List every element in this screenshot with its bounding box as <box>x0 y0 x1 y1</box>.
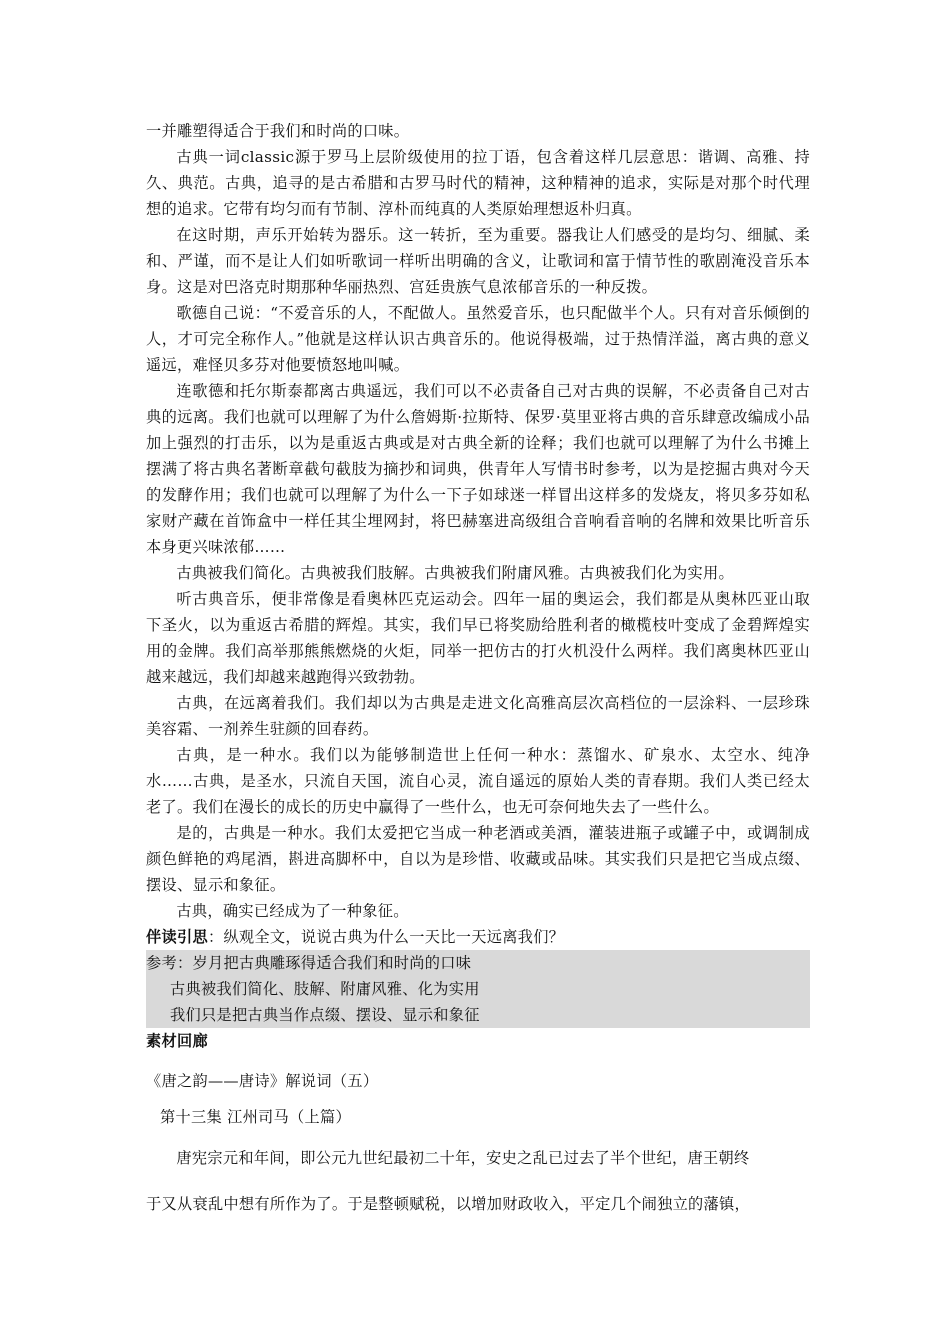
article-paragraph: 是的，古典是一种水。我们太爱把它当成一种老酒或美酒，灌装进瓶子或罐子中，或调制成颜色鲜艳的鸡尾酒，斟进高脚杯中，自以为是珍惜、收藏或品味。其实我们只是把它当成点缀、摆设、显示和象征。 <box>146 824 810 894</box>
material-work-title: 《唐之韵——唐诗》解说词（五） <box>146 1072 379 1090</box>
document-body <box>146 118 810 1222</box>
reference-box <box>146 950 810 1028</box>
article-paragraph: 连歌德和托尔斯泰都离古典遥远，我们可以不必责备自己对古典的误解，不必责备自己对古典的远离。我们也就可以理解了为什么詹姆斯·拉斯特、保罗·莫里亚将古典的音乐肆意改编成小品加上强烈的打击乐，以为是重返古典或是对古典全新的诠释；我们也就可以理解了为什么书摊上摆满了将古典名著断章截句截肢为摘抄和词典，供青年人写情书时参考，以为是挖掘古典对今天的发酵作用；我们也就可以理解了为什么一下子如球迷一样冒出这样多的发烧友，将贝多芬如私家财产藏在首饰盒中一样任其尘埋网封，将巴赫塞进高级组合音响看音响的名牌和效果比听音乐本身更兴味浓郁…… <box>146 382 810 556</box>
article-paragraph: 歌德自己说：“不爱音乐的人，不配做人。虽然爱音乐，也只配做半个人。只有对音乐倾倒的人，才可完全称作人。”他就是这样认识古典音乐的。他说得极端，过于热情洋溢，离古典的意义遥远，难怪贝多芬对他要愤怒地叫喊。 <box>146 304 810 374</box>
reference-text-1: 岁月把古典雕琢得适合我们和时尚的口味 <box>192 954 472 972</box>
guide-label: 伴读引思 <box>146 928 208 946</box>
article-paragraph: 听古典音乐，便非常像是看奥林匹克运动会。四年一届的奥运会，我们都是从奥林匹亚山取下圣火，以为重返古希腊的辉煌。其实，我们早已将奖励给胜利者的橄榄枝叶变成了金碧辉煌实用的金牌。我们高举那熊熊燃烧的火炬，同举一把仿古的打火机没什么两样。我们离奥林匹亚山越来越远，我们却越来越跑得兴致勃勃。 <box>146 590 810 686</box>
reference-label: 参考： <box>146 954 193 972</box>
article-paragraph: 一并雕塑得适合于我们和时尚的口味。 <box>146 122 410 140</box>
article-paragraph: 古典，在远离着我们。我们却以为古典是走进文化高雅高层次高档位的一层涂料、一层珍珠美容霜、一剂养生驻颜的回春药。 <box>146 694 810 738</box>
article-paragraph: 古典，是一种水。我们以为能够制造世上任何一种水：蒸馏水、矿泉水、太空水、纯净水……古典，是圣水，只流自天国，流自心灵，流自遥远的原始人类的青春期。我们人类已经太老了。我们在漫长的成长的历史中赢得了一些什么，也无可奈何地失去了一些什么。 <box>146 746 810 816</box>
article-paragraph: 古典一词classic源于罗马上层阶级使用的拉丁语，包含着这样几层意思：谐调、高雅、持久、典范。古典，追寻的是古希腊和古罗马时代的精神，这种精神的追求，实际是对那个时代理想的追求。它带有均匀而有节制、淳朴而纯真的人类原始理想返朴归真。 <box>146 148 810 218</box>
material-episode: 第十三集 江州司马（上篇） <box>160 1108 351 1126</box>
article-paragraph: 古典被我们简化。古典被我们肢解。古典被我们附庸风雅。古典被我们化为实用。 <box>176 564 734 582</box>
reference-line-1 <box>146 950 810 976</box>
article-text <box>146 118 810 924</box>
reference-line-3: 我们只是把古典当作点缀、摆设、显示和象征 <box>170 1006 480 1024</box>
material-section-title: 素材回廊 <box>146 1032 208 1050</box>
material-paragraph-2: 于又从衰乱中想有所作为了。于是整顿赋税，以增加财政收入，平定几个闹独立的藩镇， <box>146 1195 751 1213</box>
article-paragraph: 在这时期，声乐开始转为器乐。这一转折，至为重要。器我让人们感受的是均匀、细腻、柔和、严谨，而不是让人们如听歌词一样听出明确的含义，让歌词和富于情节性的歌剧淹没音乐本身。这是对巴洛克时期那种华丽热烈、宫廷贵族气息浓郁音乐的一种反拨。 <box>146 226 810 296</box>
guide-question-text: ：纵观全文，说说古典为什么一天比一天远离我们？ <box>207 928 565 946</box>
material-paragraph-1: 唐宪宗元和年间，即公元九世纪最初二十年，安史之乱已过去了半个世纪，唐王朝终 <box>176 1149 750 1167</box>
guide-question <box>146 924 810 950</box>
reference-line-2: 古典被我们简化、肢解、附庸风雅、化为实用 <box>170 980 480 998</box>
article-paragraph: 古典，确实已经成为了一种象征。 <box>176 902 409 920</box>
